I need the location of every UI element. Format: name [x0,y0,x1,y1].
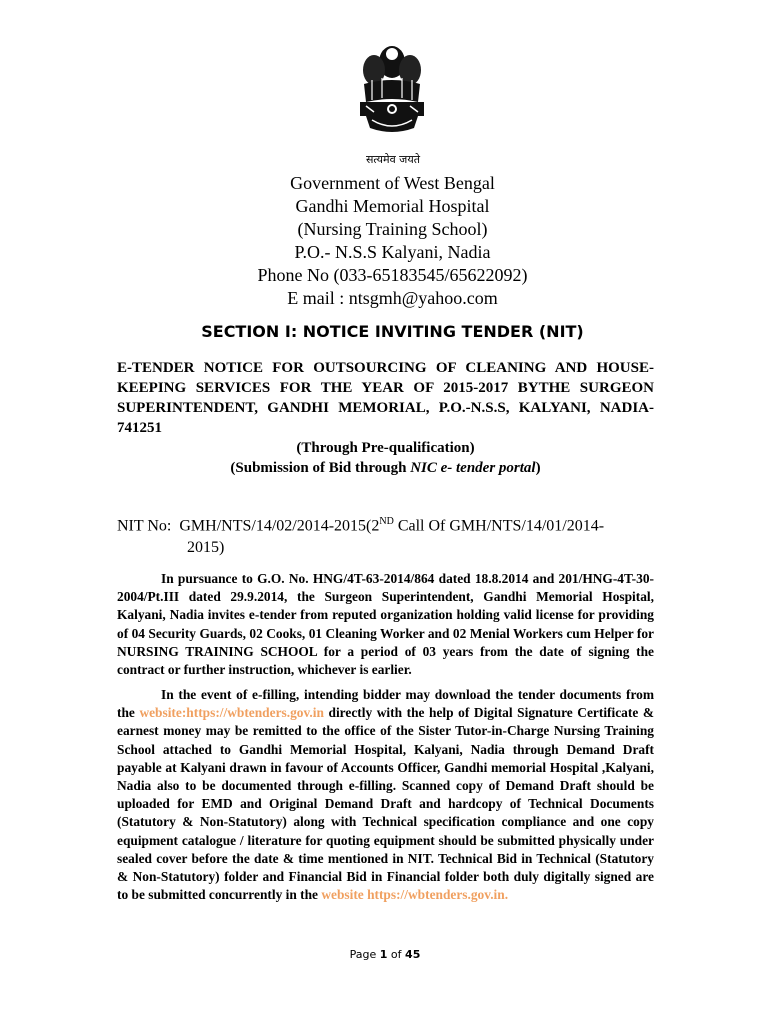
paragraph-efilling [117,686,654,904]
notice-main: E-TENDER NOTICE FOR OUTSOURCING OF CLEANING AND HOUSE- KEEPING SERVICES FOR THE YEAR OF 2015-2017 BYTHE SURGEON SUPERINTENDENT, GANDHI MEMORIAL, P.O.-N.S.S, KALYANI, NADIA-741251 [117,360,654,436]
letterhead [200,172,585,310]
nit-value-c: 2015) [187,539,225,557]
paragraph-pursuance [117,570,654,679]
page-current: 1 [379,948,388,961]
notice-submission [117,458,654,478]
page-number [0,948,770,961]
emblem-motto: सत्यमेव जयते [365,153,420,166]
notice-prequalification: (Through Pre-qualification) [296,440,475,456]
page-total: 45 [405,948,421,961]
emblem [352,40,432,168]
header-address: P.O.- N.S.S Kalyani, Nadia [294,242,491,262]
tender-notice [117,358,654,478]
header-school: (Nursing Training School) [297,219,488,239]
header-email: E mail : ntsgmh@yahoo.com [287,288,498,308]
nit-label: NIT No: [117,517,172,535]
wbtenders-link-2[interactable]: website https://wbtenders.gov.in. [321,887,509,903]
nit-value-b: Call Of GMH/NTS/14/01/2014- [393,517,605,535]
submission-suffix: ) [535,460,541,476]
efilling-part2: directly with the help of Digital Signature Certificate & earnest money may be remitted to the office of the Sister Tutor-in-Charge Nursing Training School attached to Gandhi Memorial Hospital, Kalyani, Nadia through Demand Draft payable at Kalyani drawn in favour of Accounts Officer, Gandhi memorial Hospital ,Kalyani, Nadia also to be documented through e-filling. Scanned copy of Demand Draft should be uploaded for EMD and Original Demand Draft and hardcopy of Technical Documents (Statutory & Non-Statutory) along with Technical specification compliance and one copy equipment catalogue / literature for quoting equipment should be submitted physically under sealed cover before the date & time mentioned in NIT. Technical Bid in Technical (Statutory & Non-Statutory) folder and Financial Bid in Financial folder both duly digitally signed are to be submitted concurrently in the [117,705,655,903]
page-of: of [387,948,406,961]
nit-sup: ND [379,516,394,527]
submission-prefix: (Submission of Bid through [230,460,411,476]
header-government: Government of West Bengal [290,173,495,193]
nit-number [117,511,654,559]
efilling-part1: In the event of e-filling, intending bidder may download the tender documents from the [117,687,654,721]
paragraph-pursuance-text: In pursuance to G.O. No. HNG/4T-63-2014/864 dated 18.8.2014 and 201/HNG-4T-30-2004/Pt.III dated 29.9.2014, the Surgeon Superintendent, Gandhi Memorial Hospital, Kalyani, Nadia invites e-tender from reputed organization holding valid license for providing of 04 Security Guards, 02 Cooks, 01 Cleaning Worker and 02 Menial Workers cum Helper for NURSING TRAINING SCHOOL for a period of 03 years from the date of signing the contract or further instruction, whichever is earlier. [117,571,654,678]
submission-portal: NIC e- tender portal [410,460,536,476]
header-hospital: Gandhi Memorial Hospital [295,196,490,216]
wbtenders-link-1[interactable]: website:https://wbtenders.gov.in [139,705,324,721]
ashoka-emblem-icon [352,40,432,152]
page-prefix: Page [349,948,380,961]
nit-value-a: GMH/NTS/14/02/2014-2015(2 [179,517,380,535]
section-title: SECTION I: NOTICE INVITING TENDER (NIT) [201,322,584,341]
header-phone: Phone No (033-65183545/65622092) [257,265,528,285]
